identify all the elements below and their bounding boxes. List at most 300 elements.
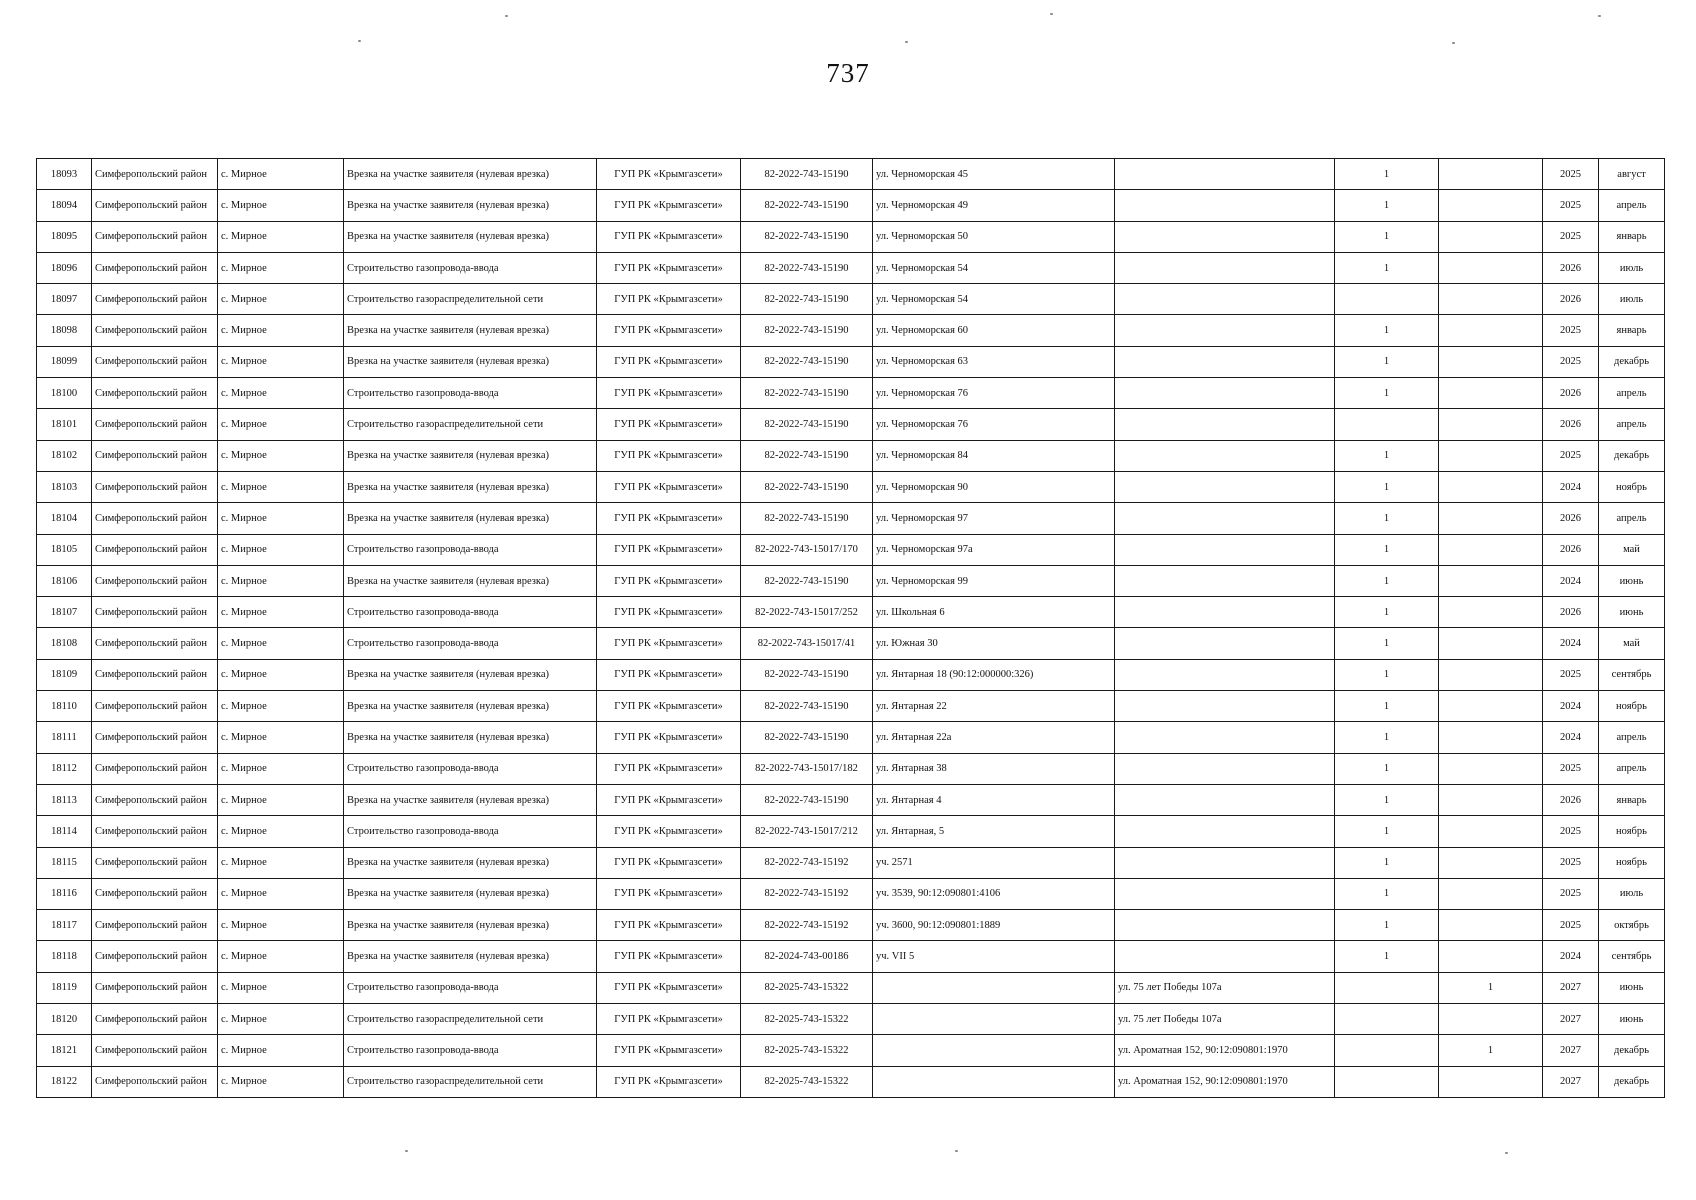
row-number: 18110 <box>37 691 92 722</box>
registry-number-cell: 82-2022-743-15190 <box>741 722 873 753</box>
address-alt-cell <box>1115 221 1335 252</box>
organization-cell: ГУП РК «Крымгазсети» <box>597 471 741 502</box>
district-cell: Симферопольский район <box>92 597 218 628</box>
quantity-cell: 1 <box>1335 722 1439 753</box>
quantity-cell: 1 <box>1335 847 1439 878</box>
row-number: 18104 <box>37 503 92 534</box>
work-type-cell: Врезка на участке заявителя (нулевая врезка) <box>344 565 597 596</box>
address-cell: уч. 3539, 90:12:090801:4106 <box>873 878 1115 909</box>
scan-speck <box>955 1150 958 1152</box>
month-cell: апрель <box>1599 409 1665 440</box>
address-alt-cell <box>1115 910 1335 941</box>
quantity-alt-cell <box>1439 378 1543 409</box>
month-cell: май <box>1599 534 1665 565</box>
address-cell <box>873 1066 1115 1097</box>
village-cell: с. Мирное <box>218 471 344 502</box>
quantity-alt-cell <box>1439 597 1543 628</box>
quantity-cell: 1 <box>1335 597 1439 628</box>
address-cell: ул. Черноморская 99 <box>873 565 1115 596</box>
registry-number-cell: 82-2022-743-15190 <box>741 315 873 346</box>
quantity-cell: 1 <box>1335 941 1439 972</box>
scan-speck <box>505 15 508 17</box>
year-cell: 2024 <box>1543 628 1599 659</box>
quantity-alt-cell <box>1439 847 1543 878</box>
district-cell: Симферопольский район <box>92 190 218 221</box>
month-cell: апрель <box>1599 753 1665 784</box>
month-cell: апрель <box>1599 722 1665 753</box>
register-table <box>36 158 1665 1098</box>
quantity-cell: 1 <box>1335 565 1439 596</box>
month-cell: июнь <box>1599 1004 1665 1035</box>
district-cell: Симферопольский район <box>92 440 218 471</box>
registry-number-cell: 82-2022-743-15017/252 <box>741 597 873 628</box>
row-number: 18119 <box>37 972 92 1003</box>
quantity-alt-cell <box>1439 409 1543 440</box>
work-type-cell: Врезка на участке заявителя (нулевая врезка) <box>344 440 597 471</box>
scan-speck <box>1452 42 1455 44</box>
quantity-cell: 1 <box>1335 659 1439 690</box>
table-row <box>37 284 1665 315</box>
table-row <box>37 878 1665 909</box>
organization-cell: ГУП РК «Крымгазсети» <box>597 534 741 565</box>
work-type-cell: Врезка на участке заявителя (нулевая врезка) <box>344 346 597 377</box>
month-cell: ноябрь <box>1599 816 1665 847</box>
scan-speck <box>405 1150 408 1152</box>
district-cell: Симферопольский район <box>92 409 218 440</box>
quantity-alt-cell <box>1439 816 1543 847</box>
table-row <box>37 1004 1665 1035</box>
quantity-cell: 1 <box>1335 378 1439 409</box>
organization-cell: ГУП РК «Крымгазсети» <box>597 972 741 1003</box>
district-cell: Симферопольский район <box>92 784 218 815</box>
address-alt-cell <box>1115 378 1335 409</box>
registry-number-cell: 82-2022-743-15190 <box>741 159 873 190</box>
year-cell: 2024 <box>1543 471 1599 502</box>
table-row <box>37 722 1665 753</box>
table-row <box>37 816 1665 847</box>
address-alt-cell <box>1115 252 1335 283</box>
year-cell: 2026 <box>1543 784 1599 815</box>
village-cell: с. Мирное <box>218 190 344 221</box>
month-cell: июль <box>1599 878 1665 909</box>
district-cell: Симферопольский район <box>92 691 218 722</box>
address-cell: ул. Черноморская 76 <box>873 378 1115 409</box>
address-alt-cell <box>1115 941 1335 972</box>
year-cell: 2024 <box>1543 565 1599 596</box>
village-cell: с. Мирное <box>218 659 344 690</box>
organization-cell: ГУП РК «Крымгазсети» <box>597 284 741 315</box>
year-cell: 2025 <box>1543 315 1599 346</box>
address-alt-cell <box>1115 440 1335 471</box>
year-cell: 2025 <box>1543 847 1599 878</box>
address-cell: ул. Черноморская 63 <box>873 346 1115 377</box>
table-row <box>37 565 1665 596</box>
organization-cell: ГУП РК «Крымгазсети» <box>597 597 741 628</box>
registry-number-cell: 82-2025-743-15322 <box>741 972 873 1003</box>
month-cell: январь <box>1599 315 1665 346</box>
quantity-alt-cell <box>1439 221 1543 252</box>
address-alt-cell <box>1115 565 1335 596</box>
table-row <box>37 221 1665 252</box>
quantity-cell: 1 <box>1335 346 1439 377</box>
village-cell: с. Мирное <box>218 1035 344 1066</box>
address-cell: ул. Черноморская 84 <box>873 440 1115 471</box>
address-alt-cell: ул. Ароматная 152, 90:12:090801:1970 <box>1115 1035 1335 1066</box>
work-type-cell: Строительство газопровода-ввода <box>344 597 597 628</box>
registry-number-cell: 82-2022-743-15190 <box>741 409 873 440</box>
row-number: 18118 <box>37 941 92 972</box>
row-number: 18109 <box>37 659 92 690</box>
village-cell: с. Мирное <box>218 159 344 190</box>
work-type-cell: Строительство газораспределительной сети <box>344 1066 597 1097</box>
address-cell: ул. Черноморская 60 <box>873 315 1115 346</box>
quantity-alt-cell <box>1439 722 1543 753</box>
village-cell: с. Мирное <box>218 252 344 283</box>
registry-number-cell: 82-2024-743-00186 <box>741 941 873 972</box>
organization-cell: ГУП РК «Крымгазсети» <box>597 221 741 252</box>
registry-number-cell: 82-2022-743-15190 <box>741 190 873 221</box>
address-alt-cell <box>1115 346 1335 377</box>
district-cell: Симферопольский район <box>92 753 218 784</box>
organization-cell: ГУП РК «Крымгазсети» <box>597 409 741 440</box>
quantity-alt-cell <box>1439 565 1543 596</box>
table-row <box>37 597 1665 628</box>
district-cell: Симферопольский район <box>92 816 218 847</box>
month-cell: декабрь <box>1599 1066 1665 1097</box>
quantity-cell: 1 <box>1335 252 1439 283</box>
work-type-cell: Врезка на участке заявителя (нулевая врезка) <box>344 722 597 753</box>
quantity-cell <box>1335 1066 1439 1097</box>
year-cell: 2024 <box>1543 941 1599 972</box>
district-cell: Симферопольский район <box>92 534 218 565</box>
quantity-alt-cell <box>1439 784 1543 815</box>
scan-speck <box>1505 1152 1508 1154</box>
quantity-cell <box>1335 1035 1439 1066</box>
row-number: 18106 <box>37 565 92 596</box>
village-cell: с. Мирное <box>218 972 344 1003</box>
village-cell: с. Мирное <box>218 878 344 909</box>
quantity-alt-cell <box>1439 534 1543 565</box>
registry-number-cell: 82-2022-743-15017/41 <box>741 628 873 659</box>
address-alt-cell <box>1115 847 1335 878</box>
organization-cell: ГУП РК «Крымгазсети» <box>597 659 741 690</box>
district-cell: Симферопольский район <box>92 346 218 377</box>
scan-speck <box>1050 13 1053 15</box>
organization-cell: ГУП РК «Крымгазсети» <box>597 628 741 659</box>
organization-cell: ГУП РК «Крымгазсети» <box>597 1004 741 1035</box>
village-cell: с. Мирное <box>218 753 344 784</box>
registry-number-cell: 82-2022-743-15190 <box>741 346 873 377</box>
address-cell: ул. Янтарная, 5 <box>873 816 1115 847</box>
quantity-alt-cell <box>1439 941 1543 972</box>
month-cell: октябрь <box>1599 910 1665 941</box>
work-type-cell: Врезка на участке заявителя (нулевая врезка) <box>344 659 597 690</box>
row-number: 18105 <box>37 534 92 565</box>
row-number: 18114 <box>37 816 92 847</box>
registry-number-cell: 82-2022-743-15190 <box>741 565 873 596</box>
row-number: 18115 <box>37 847 92 878</box>
month-cell: август <box>1599 159 1665 190</box>
quantity-alt-cell <box>1439 1004 1543 1035</box>
work-type-cell: Врезка на участке заявителя (нулевая врезка) <box>344 910 597 941</box>
quantity-alt-cell <box>1439 691 1543 722</box>
registry-number-cell: 82-2025-743-15322 <box>741 1035 873 1066</box>
registry-number-cell: 82-2022-743-15190 <box>741 784 873 815</box>
quantity-alt-cell <box>1439 659 1543 690</box>
month-cell: апрель <box>1599 503 1665 534</box>
village-cell: с. Мирное <box>218 910 344 941</box>
district-cell: Симферопольский район <box>92 284 218 315</box>
organization-cell: ГУП РК «Крымгазсети» <box>597 878 741 909</box>
quantity-alt-cell <box>1439 159 1543 190</box>
registry-number-cell: 82-2022-743-15190 <box>741 659 873 690</box>
organization-cell: ГУП РК «Крымгазсети» <box>597 440 741 471</box>
organization-cell: ГУП РК «Крымгазсети» <box>597 753 741 784</box>
registry-number-cell: 82-2022-743-15190 <box>741 252 873 283</box>
registry-number-cell: 82-2022-743-15190 <box>741 221 873 252</box>
address-cell: ул. Янтарная 22 <box>873 691 1115 722</box>
row-number: 18108 <box>37 628 92 659</box>
address-alt-cell <box>1115 190 1335 221</box>
work-type-cell: Врезка на участке заявителя (нулевая врезка) <box>344 471 597 502</box>
work-type-cell: Строительство газопровода-ввода <box>344 252 597 283</box>
district-cell: Симферопольский район <box>92 378 218 409</box>
registry-number-cell: 82-2025-743-15322 <box>741 1066 873 1097</box>
year-cell: 2025 <box>1543 159 1599 190</box>
year-cell: 2026 <box>1543 503 1599 534</box>
year-cell: 2025 <box>1543 346 1599 377</box>
address-cell: ул. Черноморская 54 <box>873 284 1115 315</box>
organization-cell: ГУП РК «Крымгазсети» <box>597 315 741 346</box>
village-cell: с. Мирное <box>218 816 344 847</box>
work-type-cell: Врезка на участке заявителя (нулевая врезка) <box>344 847 597 878</box>
row-number: 18100 <box>37 378 92 409</box>
work-type-cell: Врезка на участке заявителя (нулевая врезка) <box>344 315 597 346</box>
organization-cell: ГУП РК «Крымгазсети» <box>597 910 741 941</box>
year-cell: 2026 <box>1543 252 1599 283</box>
district-cell: Симферопольский район <box>92 659 218 690</box>
village-cell: с. Мирное <box>218 409 344 440</box>
village-cell: с. Мирное <box>218 847 344 878</box>
row-number: 18096 <box>37 252 92 283</box>
table-row <box>37 471 1665 502</box>
year-cell: 2026 <box>1543 597 1599 628</box>
row-number: 18121 <box>37 1035 92 1066</box>
row-number: 18112 <box>37 753 92 784</box>
address-alt-cell: ул. Ароматная 152, 90:12:090801:1970 <box>1115 1066 1335 1097</box>
year-cell: 2025 <box>1543 659 1599 690</box>
table-row <box>37 972 1665 1003</box>
month-cell: апрель <box>1599 190 1665 221</box>
quantity-cell: 1 <box>1335 534 1439 565</box>
month-cell: декабрь <box>1599 346 1665 377</box>
row-number: 18113 <box>37 784 92 815</box>
village-cell: с. Мирное <box>218 722 344 753</box>
work-type-cell: Строительство газопровода-ввода <box>344 628 597 659</box>
registry-number-cell: 82-2022-743-15017/182 <box>741 753 873 784</box>
table-row <box>37 1035 1665 1066</box>
quantity-alt-cell <box>1439 346 1543 377</box>
work-type-cell: Строительство газораспределительной сети <box>344 409 597 440</box>
table-row <box>37 847 1665 878</box>
address-alt-cell <box>1115 471 1335 502</box>
table-row <box>37 534 1665 565</box>
month-cell: ноябрь <box>1599 847 1665 878</box>
organization-cell: ГУП РК «Крымгазсети» <box>597 565 741 596</box>
month-cell: май <box>1599 628 1665 659</box>
address-alt-cell <box>1115 722 1335 753</box>
year-cell: 2024 <box>1543 722 1599 753</box>
address-cell: уч. VII 5 <box>873 941 1115 972</box>
year-cell: 2025 <box>1543 753 1599 784</box>
address-cell: ул. Янтарная 22а <box>873 722 1115 753</box>
row-number: 18097 <box>37 284 92 315</box>
quantity-alt-cell <box>1439 471 1543 502</box>
work-type-cell: Строительство газопровода-ввода <box>344 753 597 784</box>
year-cell: 2027 <box>1543 1066 1599 1097</box>
row-number: 18093 <box>37 159 92 190</box>
quantity-alt-cell <box>1439 878 1543 909</box>
district-cell: Симферопольский район <box>92 878 218 909</box>
quantity-alt-cell <box>1439 753 1543 784</box>
row-number: 18099 <box>37 346 92 377</box>
registry-number-cell: 82-2025-743-15322 <box>741 1004 873 1035</box>
table-row <box>37 941 1665 972</box>
village-cell: с. Мирное <box>218 597 344 628</box>
quantity-cell: 1 <box>1335 221 1439 252</box>
organization-cell: ГУП РК «Крымгазсети» <box>597 159 741 190</box>
table-row <box>37 753 1665 784</box>
address-cell: ул. Черноморская 45 <box>873 159 1115 190</box>
quantity-alt-cell <box>1439 628 1543 659</box>
year-cell: 2027 <box>1543 972 1599 1003</box>
table-row <box>37 346 1665 377</box>
village-cell: с. Мирное <box>218 346 344 377</box>
table-row <box>37 659 1665 690</box>
table-row <box>37 691 1665 722</box>
year-cell: 2025 <box>1543 440 1599 471</box>
address-alt-cell <box>1115 597 1335 628</box>
organization-cell: ГУП РК «Крымгазсети» <box>597 252 741 283</box>
work-type-cell: Строительство газопровода-ввода <box>344 1035 597 1066</box>
quantity-cell: 1 <box>1335 190 1439 221</box>
district-cell: Симферопольский район <box>92 221 218 252</box>
address-alt-cell <box>1115 816 1335 847</box>
address-cell: ул. Черноморская 97 <box>873 503 1115 534</box>
row-number: 18116 <box>37 878 92 909</box>
village-cell: с. Мирное <box>218 1004 344 1035</box>
page-number: 737 <box>826 58 870 88</box>
address-cell: уч. 2571 <box>873 847 1115 878</box>
year-cell: 2026 <box>1543 409 1599 440</box>
table-row <box>37 628 1665 659</box>
district-cell: Симферопольский район <box>92 252 218 283</box>
month-cell: январь <box>1599 221 1665 252</box>
address-cell <box>873 1035 1115 1066</box>
registry-number-cell: 82-2022-743-15192 <box>741 878 873 909</box>
address-cell: ул. Янтарная 38 <box>873 753 1115 784</box>
year-cell: 2027 <box>1543 1004 1599 1035</box>
district-cell: Симферопольский район <box>92 941 218 972</box>
quantity-alt-cell <box>1439 440 1543 471</box>
address-cell: ул. Черноморская 76 <box>873 409 1115 440</box>
quantity-alt-cell <box>1439 284 1543 315</box>
row-number: 18122 <box>37 1066 92 1097</box>
table-row <box>37 1066 1665 1097</box>
table-row <box>37 910 1665 941</box>
quantity-cell: 1 <box>1335 816 1439 847</box>
scan-speck <box>358 40 361 42</box>
village-cell: с. Мирное <box>218 784 344 815</box>
district-cell: Симферопольский район <box>92 910 218 941</box>
address-alt-cell <box>1115 784 1335 815</box>
row-number: 18095 <box>37 221 92 252</box>
scan-speck <box>905 41 908 43</box>
address-cell: ул. Южная 30 <box>873 628 1115 659</box>
registry-number-cell: 82-2022-743-15190 <box>741 691 873 722</box>
work-type-cell: Врезка на участке заявителя (нулевая врезка) <box>344 691 597 722</box>
address-alt-cell: ул. 75 лет Победы 107а <box>1115 972 1335 1003</box>
work-type-cell: Врезка на участке заявителя (нулевая врезка) <box>344 190 597 221</box>
month-cell: июль <box>1599 252 1665 283</box>
address-cell <box>873 972 1115 1003</box>
month-cell: июнь <box>1599 972 1665 1003</box>
village-cell: с. Мирное <box>218 378 344 409</box>
village-cell: с. Мирное <box>218 1066 344 1097</box>
address-alt-cell <box>1115 628 1335 659</box>
row-number: 18101 <box>37 409 92 440</box>
registry-number-cell: 82-2022-743-15190 <box>741 440 873 471</box>
quantity-cell: 1 <box>1335 159 1439 190</box>
work-type-cell: Строительство газопровода-ввода <box>344 972 597 1003</box>
work-type-cell: Врезка на участке заявителя (нулевая врезка) <box>344 159 597 190</box>
address-cell: ул. Школьная 6 <box>873 597 1115 628</box>
year-cell: 2026 <box>1543 284 1599 315</box>
address-alt-cell <box>1115 284 1335 315</box>
address-alt-cell <box>1115 503 1335 534</box>
organization-cell: ГУП РК «Крымгазсети» <box>597 784 741 815</box>
address-alt-cell <box>1115 659 1335 690</box>
table-row <box>37 440 1665 471</box>
organization-cell: ГУП РК «Крымгазсети» <box>597 346 741 377</box>
registry-number-cell: 82-2022-743-15190 <box>741 284 873 315</box>
address-alt-cell <box>1115 534 1335 565</box>
table-row <box>37 409 1665 440</box>
row-number: 18120 <box>37 1004 92 1035</box>
row-number: 18117 <box>37 910 92 941</box>
month-cell: сентябрь <box>1599 659 1665 690</box>
address-cell: ул. Янтарная 18 (90:12:000000:326) <box>873 659 1115 690</box>
quantity-cell: 1 <box>1335 691 1439 722</box>
address-cell: ул. Черноморская 54 <box>873 252 1115 283</box>
quantity-alt-cell <box>1439 315 1543 346</box>
table-row <box>37 315 1665 346</box>
quantity-alt-cell <box>1439 503 1543 534</box>
village-cell: с. Мирное <box>218 534 344 565</box>
organization-cell: ГУП РК «Крымгазсети» <box>597 190 741 221</box>
month-cell: сентябрь <box>1599 941 1665 972</box>
address-alt-cell: ул. 75 лет Победы 107а <box>1115 1004 1335 1035</box>
address-cell: уч. 3600, 90:12:090801:1889 <box>873 910 1115 941</box>
quantity-cell: 1 <box>1335 440 1439 471</box>
district-cell: Симферопольский район <box>92 847 218 878</box>
quantity-alt-cell <box>1439 190 1543 221</box>
village-cell: с. Мирное <box>218 565 344 596</box>
district-cell: Симферопольский район <box>92 565 218 596</box>
work-type-cell: Врезка на участке заявителя (нулевая врезка) <box>344 878 597 909</box>
address-cell: ул. Черноморская 49 <box>873 190 1115 221</box>
address-cell: ул. Черноморская 90 <box>873 471 1115 502</box>
